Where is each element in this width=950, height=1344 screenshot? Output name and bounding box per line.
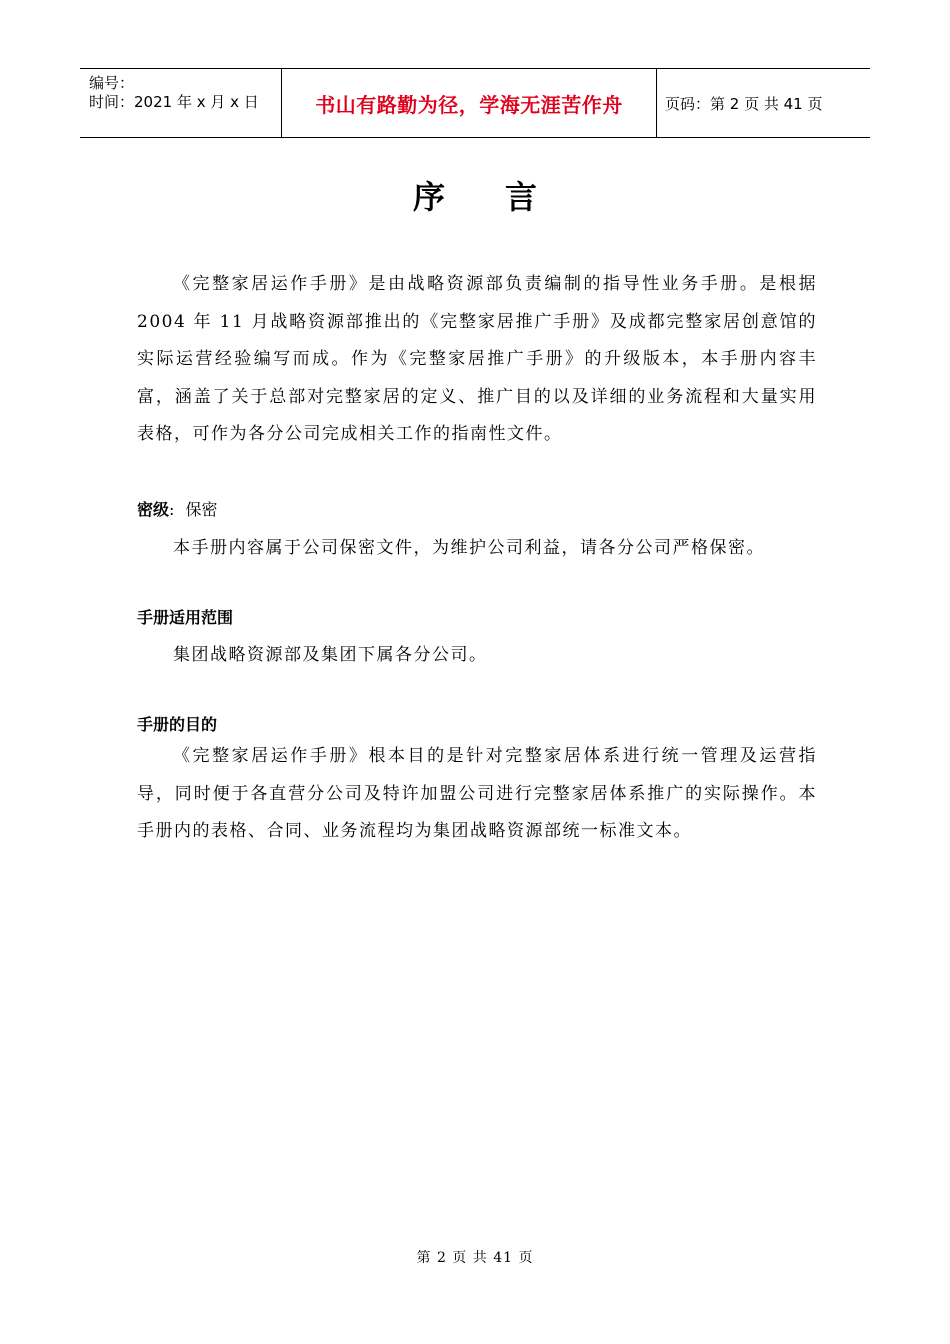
security-text: 本手册内容属于公司保密文件，为维护公司利益，请各分公司严格保密。 xyxy=(173,538,765,558)
document-number-label: 编号： xyxy=(89,74,135,92)
header-page-info: 页码：第 2 页 共 41 页 xyxy=(665,94,823,113)
purpose-paragraph: 《完整家居运作手册》根本目的是针对完整家居体系进行统一管理及运营指导，同时便于各直营分公司及特许加盟公司进行完整家居体系推广的实际操作。本手册内的表格、合同、业务流程均为集团战略资源部统一标准文本。 xyxy=(137,746,817,841)
scope-text: 集团战略资源部及集团下属各分公司。 xyxy=(173,645,488,665)
security-heading xyxy=(137,497,218,520)
header-page-cell xyxy=(656,69,870,137)
header-meta-cell xyxy=(80,69,281,137)
security-value: 保密 xyxy=(185,500,218,519)
scope-heading: 手册适用范围 xyxy=(137,608,234,627)
header-motto: 书山有路勤为径，学海无涯苦作舟 xyxy=(315,92,623,117)
page-footer: 第 2 页 共 41 页 xyxy=(416,1250,534,1266)
document-header xyxy=(80,68,870,138)
page-title: 序言 xyxy=(412,178,597,216)
header-motto-cell xyxy=(281,69,657,137)
purpose-heading: 手册的目的 xyxy=(137,715,218,734)
security-colon: : xyxy=(169,500,175,519)
document-time-label: 时间：2021 年 x 月 x 日 xyxy=(89,93,259,111)
intro-paragraph: 《完整家居运作手册》是由战略资源部负责编制的指导性业务手册。是根据 2004 年 11 月战略资源部推出的《完整家居推广手册》及成都完整家居创意馆的实际运营经验编写而成。作为《完整家居推广手册》的升级版本，本手册内容丰富，涵盖了关于总部对完整家居的定义、推广目的以及详细的业务流程和大量实用表格，可作为各分公司完成相关工作的指南性文件。 xyxy=(137,274,817,444)
security-label: 密级 xyxy=(137,500,170,519)
